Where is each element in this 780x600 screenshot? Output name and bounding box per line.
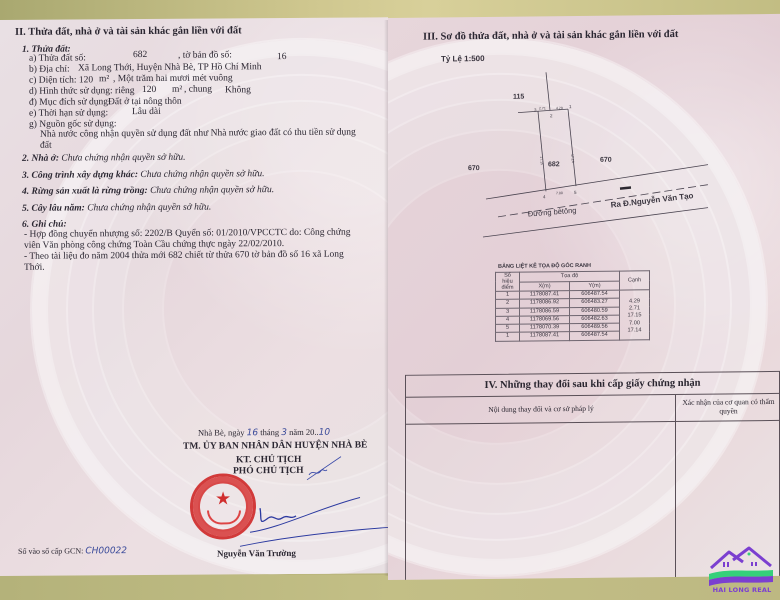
origin-label: g) Nguồn gốc sử dụng: (29, 119, 117, 130)
month-label: tháng (260, 427, 280, 438)
col-coordinates: Tọa độ (520, 271, 620, 282)
edge-1-2: 4.29 (556, 106, 563, 111)
y-coord: 606483.27 (570, 298, 620, 307)
x-coord: 1178086.92 (520, 299, 570, 308)
edge-length: 7.00 (629, 319, 640, 327)
logo-text: HAI LONG REAL (712, 586, 772, 594)
seal-emblem (207, 510, 241, 524)
coord-table-title: BẢNG LIỆT KÊ TỌA ĐỘ GÓC RANH (498, 262, 591, 270)
usage-shared-label: , chung (184, 84, 212, 95)
x-coord: 1178086.59 (520, 307, 570, 316)
edge-length: 4.29 (629, 298, 640, 305)
other-construction-value: Chưa chứng nhận quyền sở hữu. (140, 169, 265, 181)
road-direction-label: Ra Đ.Nguyễn Văn Tạo (610, 191, 694, 210)
x-coord: 1178069.56 (520, 315, 570, 324)
registry-label: Số vào sổ cấp GCN: (18, 546, 84, 556)
parcel-number-value: 682 (133, 49, 148, 61)
point-id: 1 (496, 291, 520, 300)
col-y: Y(m) (570, 281, 620, 291)
signer-name: Nguyễn Văn Trường (217, 547, 296, 559)
point-id: 5 (496, 324, 520, 333)
neighbor-west-label: 670 (468, 165, 480, 173)
area-label: c) Diện tích: 120 (29, 75, 94, 86)
edge-5-1: 17.14 (570, 153, 575, 163)
forest-item (22, 185, 274, 198)
date-month: 3 (281, 427, 287, 439)
signer-role-1: KT. CHỦ TỊCH (236, 454, 302, 466)
forest-value: Chưa chứng nhận quyền sở hữu. (150, 185, 275, 196)
house-logo-icon (703, 546, 777, 588)
edge-length: 17.15 (627, 312, 642, 319)
purpose-value: Đất ở tại nông thôn (108, 96, 182, 108)
origin-value-line2: đất (40, 140, 52, 151)
origin-value-line1: Nhà nước công nhận quyền sử dụng đất như Nhà nước giao đất có thu tiền sử dụng (40, 127, 356, 140)
changes-col-confirmation-header: Xác nhận của cơ quan có thẩm quyền (682, 396, 775, 416)
notes-heading: 6. Ghi chú: (22, 219, 67, 230)
usage-private-area: 120 (142, 84, 157, 96)
col-point: Số hiệu điểm (496, 272, 520, 291)
changes-subheader-row (406, 394, 779, 425)
notes-line1: - Hợp đồng chuyển nhượng số: 2202/B Quyển số: 01/2010/VPCCTC do: Công chứng (24, 227, 351, 240)
signer-role-2: PHÓ CHỦ TỊCH (233, 465, 304, 477)
place-date-prefix: Nhà Bè, ngày (198, 427, 245, 438)
vertex-1: 1 (569, 104, 572, 110)
vertex-3: 3 (534, 107, 537, 113)
notes-line2: viên Văn phòng công chứng Toàn Cầu chứng thực ngày 22/02/2010. (24, 239, 285, 251)
edge-length: 17.14 (627, 327, 642, 334)
house-item (22, 153, 185, 165)
term-value: Lâu dài (132, 106, 161, 118)
usage-private-unit: m² (172, 84, 183, 95)
registry-number (18, 545, 127, 558)
parcel-number-label: a) Thửa đất số: (29, 53, 86, 64)
y-coord: 606482.63 (570, 315, 620, 324)
parcel-plan-diagram (388, 65, 708, 258)
date-year: 10 (318, 427, 331, 438)
road-label: Đường bêtông (527, 205, 577, 219)
star-icon: ★ (215, 488, 232, 510)
point-id: 4 (496, 316, 520, 325)
perennial-label: 5. Cây lâu năm: (22, 203, 85, 214)
x-coord: 1178087.41 (520, 291, 570, 300)
date-day: 16 (246, 428, 259, 439)
boundary-coordinates-table (495, 270, 650, 341)
section-ii-title: II. Thửa đất, nhà ở và tài sản khác gắn liền với đất (15, 25, 242, 38)
other-construction-label: 3. Công trình xây dựng khác: (22, 170, 139, 181)
term-label: e) Thời hạn sử dụng: (29, 108, 109, 119)
point-id: 1 (496, 333, 520, 342)
certificate-left-page (0, 17, 388, 576)
map-sheet-label: , tờ bản đồ số: (178, 50, 232, 61)
map-scale: Tỷ Lệ 1:500 (441, 53, 485, 64)
edge-4-5: 7.00 (556, 191, 563, 196)
notes-line3: - Theo tài liệu đo năm 2004 thửa mới 682 chiết từ thửa 670 tờ bản đồ số 16 xã Long (24, 249, 344, 262)
y-coord: 606487.54 (570, 332, 620, 341)
certificate-right-page (388, 14, 780, 580)
vertex-4: 4 (543, 194, 546, 200)
address-value: Xã Long Thới, Huyện Nhà Bè, TP Hồ Chí Minh (78, 62, 262, 74)
perennial-item (22, 203, 211, 215)
col-x: X(m) (520, 281, 570, 291)
edge-lengths (620, 290, 650, 340)
initials-mark (305, 455, 345, 485)
address-label: b) Địa chỉ: (29, 64, 70, 75)
issuing-authority: TM. ỦY BAN NHÂN DÂN HUYỆN NHÀ BÈ (183, 440, 368, 452)
house-label: 2. Nhà ở: (22, 153, 60, 164)
edge-3-4: 17.15 (539, 156, 544, 166)
x-coord: 1178087.41 (520, 332, 570, 341)
edge-2-3: 2.71 (539, 106, 546, 111)
col-edge: Cạnh (620, 271, 650, 290)
neighbor-east-label: 670 (600, 156, 612, 164)
place-date (198, 427, 330, 440)
usage-shared-value: Không (225, 85, 251, 96)
changes-col-content-header: Nội dung thay đổi và cơ sở pháp lý (488, 403, 594, 414)
purpose-label: đ) Mục đích sử dụng: (29, 97, 111, 108)
signature-stroke (240, 487, 388, 548)
usage-form-label: d) Hình thức sử dụng: riêng (29, 86, 135, 97)
area-unit: m² (99, 74, 110, 85)
area-words: , Một trăm hai mươi mét vuông (113, 73, 233, 85)
parcel-heading: 1. Thửa đất: (22, 44, 71, 55)
year-label: năm 20.. (289, 426, 319, 437)
y-coord: 606487.54 (570, 290, 620, 299)
section-iii-title: III. Sơ đồ thửa đất, nhà ở và tài sản khác gắn liền với đất (423, 28, 679, 43)
vertex-2: 2 (550, 113, 553, 119)
hai-long-real-logo (703, 546, 777, 598)
notes-line4: Thới. (24, 262, 45, 273)
point-id: 2 (496, 299, 520, 308)
edge-length: 2.71 (629, 305, 640, 312)
x-coord: 1178070.39 (520, 324, 570, 333)
y-coord: 606480.59 (570, 307, 620, 316)
house-value: Chưa chứng nhận quyền sở hữu. (61, 152, 186, 164)
point-id: 3 (496, 308, 520, 317)
vertex-5: 5 (574, 190, 577, 196)
y-coord: 606489.56 (570, 323, 620, 332)
forest-label: 4. Rừng sản xuất là rừng trồng: (22, 185, 148, 197)
other-construction-item (22, 169, 264, 182)
perennial-value: Chưa chứng nhận quyền sở hữu. (87, 202, 212, 214)
parcel-label: 682 (548, 161, 560, 169)
registry-value: CH00022 (85, 546, 128, 557)
map-sheet-value: 16 (277, 51, 287, 63)
neighbor-north-label: 115 (513, 93, 525, 101)
section-iv-title: IV. Những thay đổi sau khi cấp giấy chứng nhận (406, 372, 779, 398)
